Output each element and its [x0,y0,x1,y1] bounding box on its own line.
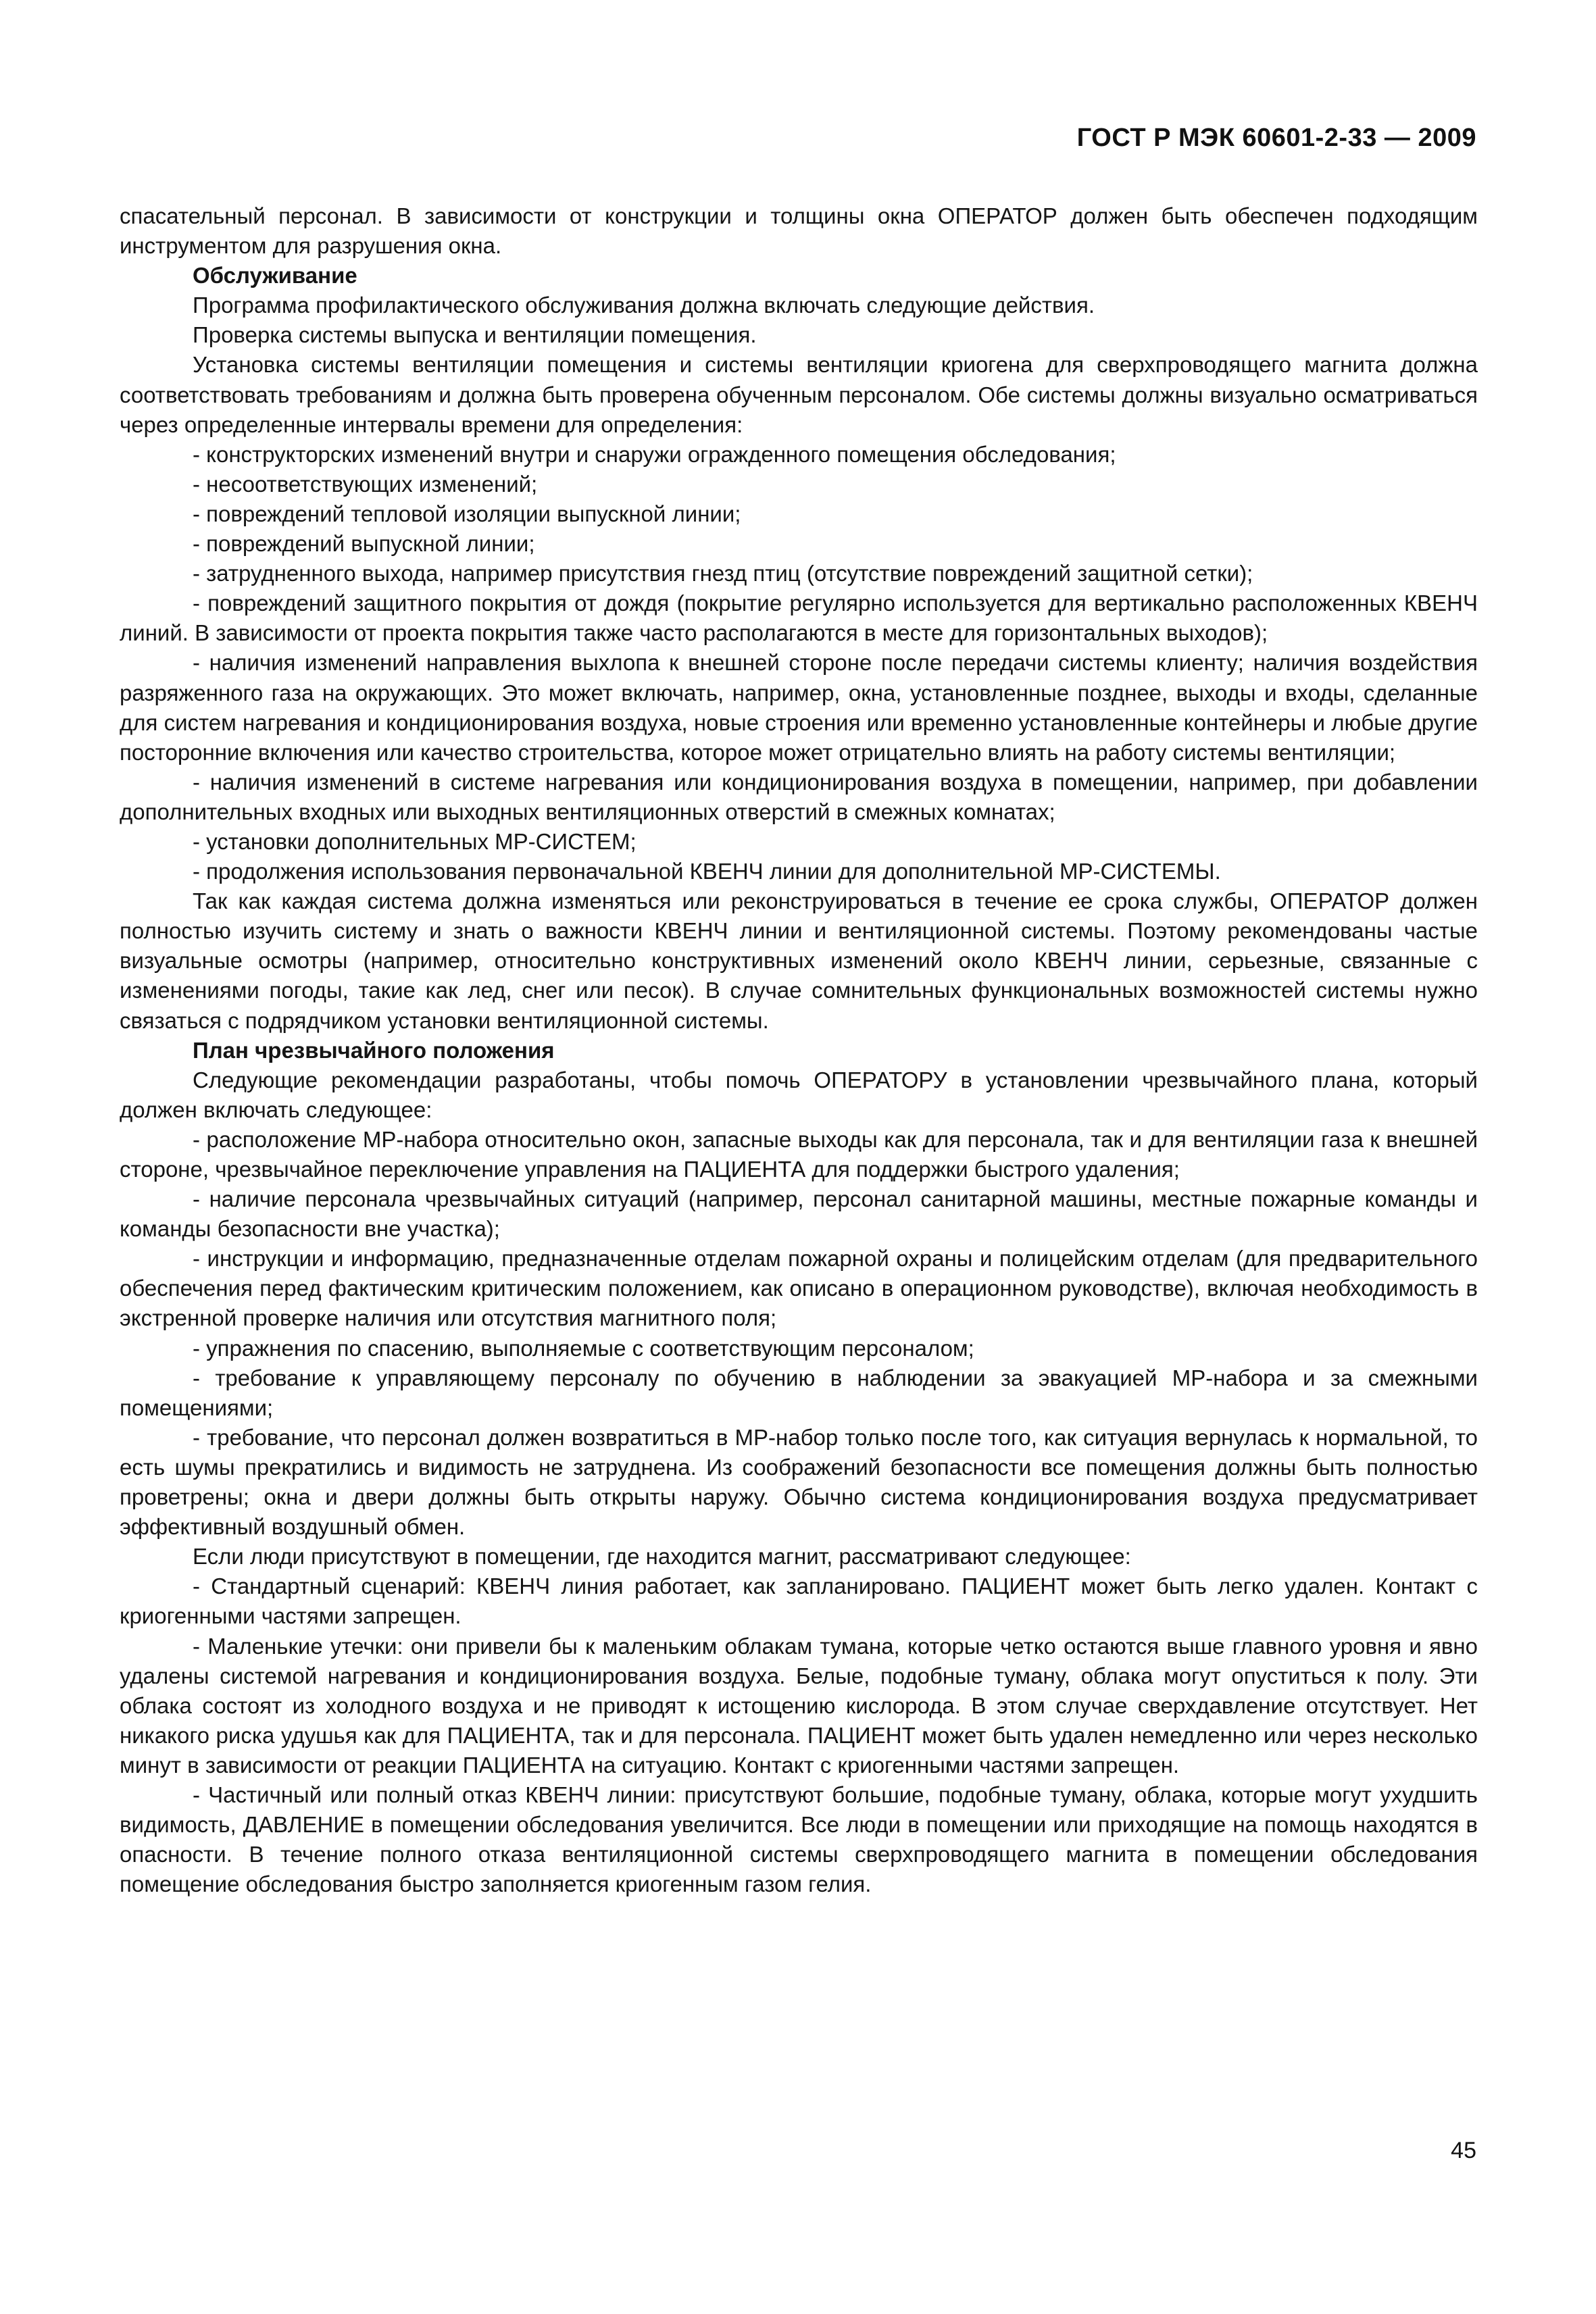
paragraph: Так как каждая система должна изменяться или реконструироваться в течение ее срока службы, ОПЕРАТОР должен полностью изучить систему и знать о важности КВЕНЧ линии и вентиляционной системы. Поэтому рекомендованы частые визуальные осмотры (например, относительно конструктивных изменений около КВЕНЧ линии, серьезные, связанные с изменениями погоды, такие как лед, снег или песок). В случае сомнительных функциональных возможностей системы нужно связаться с подрядчиком установки вентиляционной системы. [120,888,1478,1033]
document-body [120,201,1478,1899]
paragraph: - наличия изменений направления выхлопа к внешней стороне после передачи системы клиенту; наличия воздействия разряженного газа на окружающих. Это может включать, например, окна, установленные позднее, выходы и входы, сделанные для систем нагревания и кондиционирования воздуха, новые строения или временно установленные контейнеры и любые другие посторонние включения или качество строительства, которое может отрицательно влиять на работу системы вентиляции; [120,650,1478,765]
paragraph: - требование, что персонал должен возвратиться в МР-набор только после того, как ситуация вернулась к нормальной, то есть шумы прекратились и видимость не затруднена. Из соображений безопасности все помещения должны быть полностью проветрены; окна и двери должны быть открыты наружу. Обычно система кондиционирования воздуха предусматривает эффективный воздушный обмен. [120,1424,1478,1540]
paragraph: - требование к управляющему персоналу по обучению в наблюдении за эвакуацией МР-набора и за смежными помещениями; [120,1365,1478,1420]
paragraph: - Стандартный сценарий: КВЕНЧ линия работает, как запланировано. ПАЦИЕНТ может быть легко удален. Контакт с криогенными частями запрещен. [120,1574,1478,1629]
paragraph: - конструкторских изменений внутри и снаружи огражденного помещения обследования; [193,441,1116,467]
paragraph: Установка системы вентиляции помещения и системы вентиляции криогена для сверхпроводящего магнита должна соответствовать требованиям и должна быть проверена обученным персоналом. Обе системы должны визуально осматриваться через определенные интервалы времени для определения: [120,352,1478,437]
standard-header: ГОСТ Р МЭК 60601-2-33 — 2009 [1076,124,1476,152]
paragraph: - Частичный или полный отказ КВЕНЧ линии: присутствуют большие, подобные туману, облака, которые могут ухудшить видимость, ДАВЛЕНИЕ в помещении обследования увеличится. Все люди в помещении или приходящие на помощь находятся в опасности. В течение полного отказа вентиляционной системы сверхпроводящего магнита в помещении обследования помещение обследования быстро заполняется криогенным газом гелия. [120,1782,1478,1897]
paragraph: - затрудненного выхода, например присутствия гнезд птиц (отсутствие повреждений защитной сетки); [193,561,1253,586]
section-heading: План чрезвычайного положения [193,1037,555,1063]
paragraph: - наличия изменений в системе нагревания или кондиционирования воздуха в помещении, например, при добавлении дополнительных входных или выходных вентиляционных отверстий в смежных комнатах; [120,769,1478,824]
paragraph: - расположение МР-набора относительно окон, запасные выходы как для персонала, так и для вентиляции газа к внешней стороне, чрезвычайное переключение управления на ПАЦИЕНТА для поддержки быстрого удаления; [120,1126,1478,1182]
paragraph: - упражнения по спасению, выполняемые с соответствующим персоналом; [193,1335,974,1361]
paragraph: - повреждений тепловой изоляции выпускной линии; [193,501,741,526]
paragraph: спасательный персонал. В зависимости от конструкции и толщины окна ОПЕРАТОР должен быть обеспечен подходящим инструментом для разрушения окна. [120,203,1478,259]
paragraph: - несоответствующих изменений; [193,471,538,497]
paragraph: - установки дополнительных МР-СИСТЕМ; [193,828,637,854]
paragraph: Программа профилактического обслуживания должна включать следующие действия. [193,293,1095,318]
paragraph: - повреждений выпускной линии; [193,531,535,557]
paragraph: - продолжения использования первоначальной КВЕНЧ линии для дополнительной МР-СИСТЕМЫ. [193,859,1221,884]
section-heading: Обслуживание [193,263,357,288]
paragraph: - повреждений защитного покрытия от дождя (покрытие регулярно используется для вертикально расположенных КВЕНЧ линий. В зависимости от проекта покрытия также часто располагаются в месте для горизонтальных выходов); [120,590,1478,646]
paragraph: Если люди присутствуют в помещении, где находится магнит, рассматривают следующее: [193,1544,1131,1569]
paragraph: - наличие персонала чрезвычайных ситуаций (например, персонал санитарной машины, местные пожарные команды и команды безопасности вне участка); [120,1186,1478,1242]
paragraph: - инструкции и информацию, предназначенные отделам пожарной охраны и полицейским отделам (для предварительного обеспечения перед фактическим критическим положением, как описано в операционном руководстве), включая необходимость в экстренной проверке наличия или отсутствия магнитного поля; [120,1246,1478,1331]
paragraph: - Маленькие утечки: они привели бы к маленьким облакам тумана, которые четко остаются выше главного уровня и явно удалены системой нагревания и кондиционирования воздуха. Белые, подобные туману, облака могут опуститься к полу. Эти облака состоят из холодного воздуха и не приводят к истощению кислорода. В этом случае сверхдавление отсутствует. Нет никакого риска удушья как для ПАЦИЕНТА, так и для персонала. ПАЦИЕНТ может быть удален немедленно или через несколько минут в зависимости от реакции ПАЦИЕНТА на ситуацию. Контакт с криогенными частями запрещен. [120,1633,1478,1778]
page-number: 45 [1451,2138,1476,2163]
paragraph: Следующие рекомендации разработаны, чтобы помочь ОПЕРАТОРУ в установлении чрезвычайного плана, который должен включать следующее: [120,1067,1478,1122]
paragraph: Проверка системы выпуска и вентиляции помещения. [193,322,757,348]
